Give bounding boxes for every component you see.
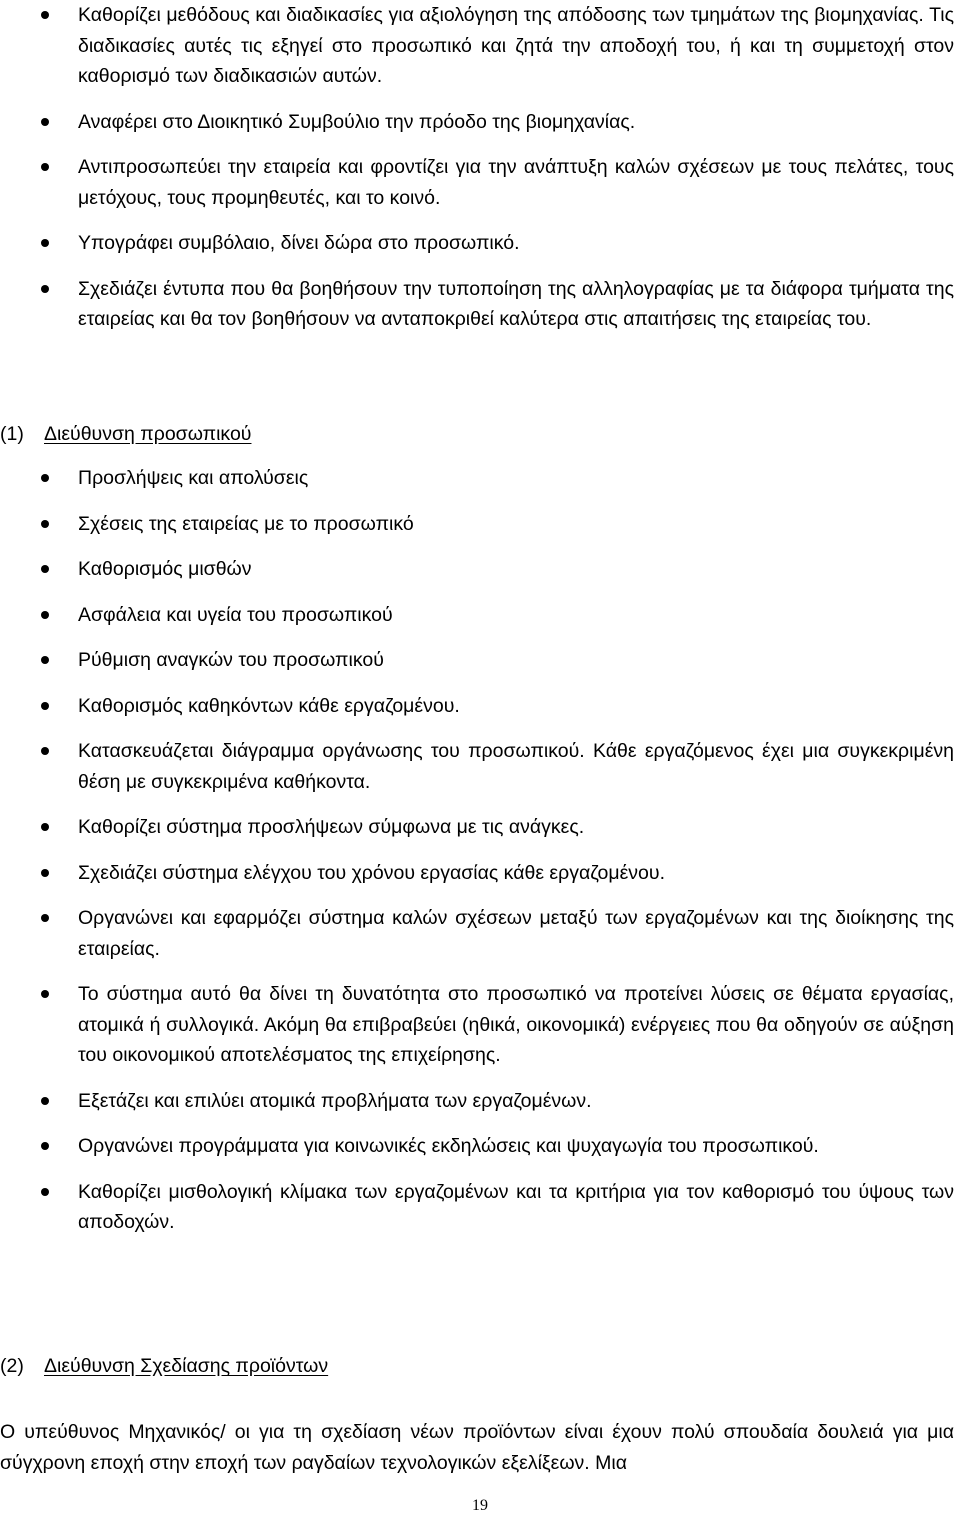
list-item: [0, 274, 960, 335]
list-item: [0, 152, 960, 213]
list-item: [0, 0, 960, 92]
bullet-icon: [41, 285, 49, 293]
bullet-icon: [41, 1097, 49, 1105]
section-number: (1): [0, 423, 24, 445]
bullet-icon: [41, 1142, 49, 1150]
list-item: [0, 509, 960, 540]
list-item: [0, 979, 960, 1071]
bullet-icon: [41, 474, 49, 482]
list-item-text: Καθορισμός καθηκόντων κάθε εργαζομένου.: [78, 694, 460, 717]
list-item: [0, 1086, 960, 1117]
bullet-icon: [41, 611, 49, 619]
section-number: (2): [0, 1355, 24, 1377]
list-item: [0, 107, 960, 138]
list-item: [0, 1177, 960, 1238]
list-item-text: Ρύθμιση αναγκών του προσωπικού: [78, 649, 384, 671]
list-item: [0, 691, 960, 722]
list-item: [0, 812, 960, 843]
list-item-text: Σχεδιάζει σύστημα ελέγχου του χρόνου εργασίας κάθε εργαζομένου.: [78, 861, 665, 884]
bullet-icon: [41, 702, 49, 710]
list-item: [0, 858, 960, 889]
list-item-text: Οργανώνει προγράμματα για κοινωνικές εκδηλώσεις και ψυχαγωγία του προσωπικού.: [78, 1135, 819, 1157]
list-item-text: Καθορίζει σύστημα προσλήψεων σύμφωνα με τις ανάγκες.: [78, 816, 585, 838]
section-title: Διεύθυνση προσωπικού: [44, 423, 252, 445]
list-item-text: Υπογράφει συμβόλαιο, δίνει δώρα στο προσωπικό.: [78, 232, 520, 254]
bullet-icon: [41, 118, 49, 126]
bullet-icon: [41, 239, 49, 247]
bullet-icon: [41, 1188, 49, 1196]
bullet-icon: [41, 823, 49, 831]
section-heading-personnel: [0, 419, 251, 449]
list-item: [0, 600, 960, 631]
list-item-text: Προσλήψεις και απολύσεις: [78, 467, 309, 489]
list-item-text: Αντιπροσωπεύει την εταιρεία και φροντίζει για την ανάπτυξη καλών σχέσεων με τους πελάτες, τους μετόχους, τους προμηθευτές, και το κοινό.: [78, 156, 954, 209]
bullet-icon: [41, 565, 49, 573]
personnel-bullet-list: [0, 463, 960, 1253]
list-item-text: Εξετάζει και επιλύει ατομικά προβλήματα των εργαζομένων.: [78, 1089, 592, 1112]
list-item: [0, 903, 960, 964]
bullet-icon: [41, 869, 49, 877]
list-item-text: Καθορίζει μεθόδους και διαδικασίες για αξιολόγηση της απόδοσης των τμημάτων της βιομηχανίας. Τις διαδικασίες αυτές τις εξηγεί στο προσωπικό και ζητά την αποδοχή του, ή και τη συμμετοχή στον καθορισμό των διαδικασιών αυτών.: [78, 4, 954, 87]
list-item-text: Σχεδιάζει έντυπα που θα βοηθήσουν την τυποποίηση της αλληλογραφίας με τα διάφορα τμήματα της εταιρείας και θα τον βοηθήσουν να ανταποκριθεί καλύτερα στις απαιτήσεις της εταιρείας του.: [78, 277, 954, 330]
bullet-icon: [41, 163, 49, 171]
list-item-text: Οργανώνει και εφαρμόζει σύστημα καλών σχέσεων μεταξύ των εργαζομένων και της διοίκησης της εταιρείας.: [78, 907, 954, 960]
section-heading-product-design: [0, 1351, 328, 1381]
list-item: [0, 736, 960, 797]
intro-bullet-list: [0, 0, 960, 350]
bullet-icon: [41, 747, 49, 755]
bullet-icon: [41, 656, 49, 664]
body-paragraph: Ο υπεύθυνος Μηχανικός/ οι για τη σχεδίαση νέων προϊόντων είναι έχουν πολύ σπουδαία δουλειά για μια σύγχρονη εποχή στην εποχή των ραγδαίων τεχνολογικών εξελίξεων. Μια: [0, 1420, 954, 1474]
bullet-icon: [41, 990, 49, 998]
bullet-icon: [41, 914, 49, 922]
section-title: Διεύθυνση Σχεδίασης προϊόντων: [44, 1355, 329, 1377]
list-item: [0, 228, 960, 259]
list-item-text: Καθορίζει μισθολογική κλίμακα των εργαζομένων και τα κριτήρια για τον καθορισμό του ύψους των αποδοχών.: [78, 1180, 954, 1233]
list-item: [0, 645, 960, 676]
page-number: 19: [472, 1497, 488, 1514]
list-item-text: Αναφέρει στο Διοικητικό Συμβούλιο την πρόοδο της βιομηχανίας.: [78, 110, 636, 133]
bullet-icon: [41, 11, 49, 19]
bullet-icon: [41, 520, 49, 528]
list-item: [0, 1131, 960, 1162]
list-item: [0, 463, 960, 494]
list-item: [0, 554, 960, 585]
list-item-text: Σχέσεις της εταιρείας με το προσωπικό: [78, 512, 414, 535]
list-item-text: Καθορισμός μισθών: [78, 558, 252, 580]
list-item-text: Κατασκευάζεται διάγραμμα οργάνωσης του προσωπικού. Κάθε εργαζόμενος έχει μια συγκεκριμένη θέση με συγκεκριμένα καθήκοντα.: [78, 740, 954, 793]
list-item-text: Το σύστημα αυτό θα δίνει τη δυνατότητα στο προσωπικό να προτείνει λύσεις σε θέματα εργασίας, ατομικά ή συλλογικά. Ακόμη θα επιβραβεύει (ηθικά, οικονομικά) ενέργειες που θα οδηγούν σε αύξηση του οικονομικού αποτελέσματος της επιχείρησης.: [78, 983, 954, 1066]
list-item-text: Ασφάλεια και υγεία του προσωπικού: [78, 603, 393, 626]
